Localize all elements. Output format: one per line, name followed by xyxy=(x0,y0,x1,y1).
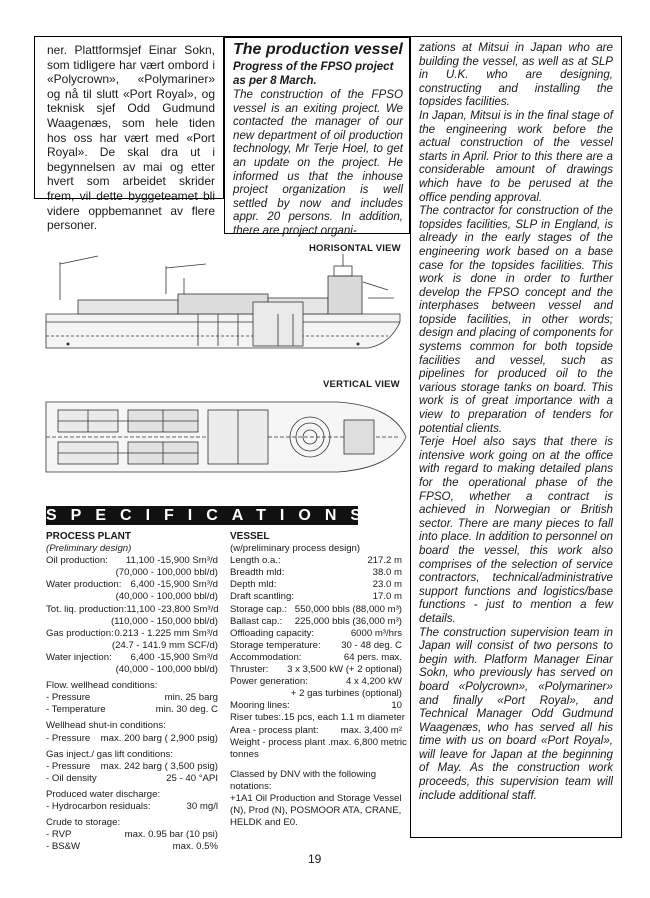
spec-row xyxy=(46,761,218,773)
spec-value: 17.0 m xyxy=(372,591,402,603)
spec-label: Thruster: xyxy=(230,664,269,676)
spec-value: max. 0.5% xyxy=(172,841,218,853)
spec-label: Mooring lines: xyxy=(230,700,290,712)
specifications-banner: SPECIFICATIONS xyxy=(46,507,376,524)
spec-label: - RVP xyxy=(46,829,72,841)
spec-row xyxy=(46,628,218,640)
spec-value: 11,100 -15,900 Sm³/d xyxy=(125,555,218,567)
spec-row xyxy=(46,579,218,591)
spec-row xyxy=(46,801,218,813)
spec-value: 23.0 m xyxy=(372,579,402,591)
vessel-specs xyxy=(230,531,407,829)
article-col2 xyxy=(410,36,622,838)
spec-value: 225,000 bbls (36,000 m³) xyxy=(294,615,402,627)
spec-row xyxy=(46,829,218,841)
spec-row xyxy=(230,749,402,761)
spec-label: Water production: xyxy=(46,579,122,591)
spec-row xyxy=(230,604,402,616)
process-plant-note: (Preliminary design) xyxy=(46,543,132,555)
class-note: Classed by DNV with the following notations: xyxy=(230,768,377,792)
class-notation: +1A1 Oil Production and Storage Vessel (N), Prod (N), POSMOOR ATA, CRANE, HELDK and E0. xyxy=(230,792,402,829)
spec-row xyxy=(46,604,218,616)
process-plant-heading: PROCESS PLANT xyxy=(46,531,132,542)
spec-value: 30 - 48 deg. C xyxy=(341,639,402,651)
spec-row xyxy=(230,736,407,749)
spec-row xyxy=(46,773,218,785)
spec-value: 38.0 m xyxy=(372,567,402,579)
spec-value: max. 242 barg ( 3,500 psig) xyxy=(100,760,218,772)
spec-label: Storage temperature: xyxy=(230,639,321,651)
spec-label: Offloading capacity: xyxy=(230,627,315,639)
spec-label: Riser tubes:.15 pcs, each 1.1 m diameter xyxy=(230,712,405,724)
spec-group-title: Wellhead shut-in conditions: xyxy=(46,720,166,732)
spec-label: Ballast cap.: xyxy=(230,615,283,627)
article-subtitle: Progress of the FPSO project as per 8 March. xyxy=(233,61,394,87)
spec-row xyxy=(230,579,402,591)
ship-side-view-drawing xyxy=(38,252,408,364)
spec-group-title: Gas inject./ gas lift conditions: xyxy=(46,748,173,760)
spec-value: min. 30 deg. C xyxy=(155,704,218,716)
spec-row xyxy=(46,567,218,579)
norwegian-paragraph: ner. Plattformsjef Einar Sokn, som tidligere har vært ombord i «Polycrown», «Polymariner» og nå til slutt «Port Royal», og teknisk sjef Odd Gudmund Waagenæs, som hele tiden hos oss har vært med «Port Royal». De skal dra ut i begynnelsen av mai og etter hvert som arbeidet skrider frem, vil dette byggeteamet bli videre oppbemannet av flere personer. xyxy=(47,43,215,233)
process-plant-specs xyxy=(46,531,218,853)
article-title: The production vessel xyxy=(233,41,403,58)
spec-label: Accommodation: xyxy=(230,651,302,663)
page-number: 19 xyxy=(308,852,322,866)
spec-group-title: Crude to storage: xyxy=(46,817,121,829)
spec-label: - Pressure xyxy=(46,692,91,704)
spec-label: - Pressure xyxy=(46,732,91,744)
spec-label: Area - process plant: xyxy=(230,724,319,736)
spec-label: Power generation: xyxy=(230,676,308,688)
spec-label: - Pressure xyxy=(46,760,91,772)
vertical-view-label: VERTICAL VIEW xyxy=(323,379,400,390)
spec-row xyxy=(230,688,402,700)
spec-row xyxy=(230,700,402,712)
spec-value: 0.213 - 1.225 mm Sm³/d xyxy=(114,627,218,639)
horizontal-view-label: HORISONTAL VIEW xyxy=(309,243,401,254)
article-paragraph: zations at Mitsui in Japan who are building the vessel, as well as at SLP in U.K. who are designing, constructing and installing the topsides facilities. xyxy=(419,41,613,109)
spec-label: tonnes xyxy=(230,748,259,760)
spec-value: 25 - 40 °API xyxy=(166,772,218,784)
spec-value: min. 25 barg xyxy=(164,692,218,704)
spec-value: (24.7 - 141.9 mm SCF/d) xyxy=(111,639,218,651)
spec-label: Gas production: xyxy=(46,627,114,639)
article-paragraph: The contractor for construction of the topsides facilities, SLP in England, is already in the early stages of the engineering work based on a base case for the topsides facilities. This work is done in order to further develop the FPSO concept and the interphases between vessel and topside facilities, in other words; design and placing of components for systems common for both topside facilities and vessel, such as pipelines for produced oil to the various storage tanks on board. This work is of great importance with a view to preparation of tenders for potential clients. xyxy=(419,204,613,435)
vessel-heading: VESSEL xyxy=(230,531,270,542)
spec-row xyxy=(230,664,402,676)
spec-row xyxy=(46,841,218,853)
spec-value: 4 x 4,200 kW xyxy=(346,676,402,688)
spec-value: max. 3,400 m² xyxy=(340,724,402,736)
spec-label: - BS&W xyxy=(46,841,81,853)
spec-row xyxy=(230,640,402,652)
spec-row xyxy=(46,664,218,676)
spec-label: Water injection: xyxy=(46,651,112,663)
spec-row xyxy=(46,616,218,628)
vessel-note: (w/preliminary process design) xyxy=(230,543,361,555)
norwegian-text-box xyxy=(34,36,224,233)
spec-label: Breadth mld: xyxy=(230,567,285,579)
spec-value: (40,000 - 100,000 bbl/d) xyxy=(115,664,218,676)
spec-value: (40,000 - 100,000 bbl/d) xyxy=(115,591,218,603)
spec-value: (110,000 - 150,000 bbl/d) xyxy=(110,615,218,627)
spec-value: 6,400 -15,900 Sm³/d xyxy=(130,579,218,591)
spec-label: Draft scantling: xyxy=(230,591,294,603)
spec-row xyxy=(46,640,218,652)
spec-value: 6,400 -15,900 Sm³/d xyxy=(130,651,218,663)
spec-value: max. 200 barg ( 2,900 psig) xyxy=(100,732,218,744)
spec-value: 217.2 m xyxy=(367,555,402,567)
spec-label: - Hydrocarbon residuals: xyxy=(46,800,151,812)
spec-value: + 2 gas turbines (optional) xyxy=(290,688,402,700)
spec-value: 30 mg/l xyxy=(186,800,218,812)
spec-group-title: Flow. wellhead conditions: xyxy=(46,680,158,692)
spec-row xyxy=(46,692,218,704)
spec-row xyxy=(230,652,402,664)
spec-label: Oil production: xyxy=(46,555,108,567)
spec-label: - Oil density xyxy=(46,772,97,784)
spec-value: max. 0.95 bar (10 psi) xyxy=(124,829,218,841)
spec-row xyxy=(46,704,218,716)
spec-row xyxy=(230,725,402,737)
spec-label: Weight - process plant .max. 6,800 metric xyxy=(230,736,407,748)
spec-label: Length o.a.: xyxy=(230,555,281,567)
spec-row xyxy=(230,591,402,603)
spec-value: (70,000 - 100,000 bbl/d) xyxy=(115,567,218,579)
spec-row xyxy=(46,555,218,567)
spec-row xyxy=(230,676,402,688)
article-intro-box xyxy=(224,36,410,237)
spec-value: 64 pers. max. xyxy=(343,651,402,663)
spec-row xyxy=(46,652,218,664)
spec-value: 3 x 3,500 kW (+ 2 optional) xyxy=(287,664,402,676)
spec-row xyxy=(46,591,218,603)
spec-row xyxy=(230,567,402,579)
spec-value: 10 xyxy=(391,700,402,712)
article-paragraph: In Japan, Mitsui is in the final stage of the engineering work before the actual construction of the vessel starts in April. Prior to this there are a considerable amount of drawings which have to be perused at the office pending approval. xyxy=(419,108,613,204)
spec-label: Tot. liq. production: xyxy=(46,603,127,615)
spec-value: 11,100 -23,800 Sm³/d xyxy=(126,603,219,615)
spec-value: 6000 m³/hrs xyxy=(350,627,402,639)
article-paragraph: The construction supervision team in Japan will consist of two persons to begin with. Platform Manager Einar Sokn, who previously has served on board «Polycrown», «Polymariner» and finally «Port Royal», and Technical Manager Odd Gudmund Waagenæs, who has served all his time with us on board «Port Royal», will leave for Japan at the beginning of May. As the construction work proceeds, this supervision team will include additional staff. xyxy=(419,625,613,802)
spec-row xyxy=(230,616,402,628)
spec-row xyxy=(46,733,218,745)
spec-label: Storage cap.: xyxy=(230,603,288,615)
spec-value: 550,000 bbls (88,000 m³) xyxy=(294,603,402,615)
spec-label: - Temperature xyxy=(46,704,106,716)
spec-group-title: Produced water discharge: xyxy=(46,788,161,800)
article-paragraph: Terje Hoel also says that there is intensive work going on at the office with regard to making detailed plans for the operational phase of the FPSO, whether a contract is achieved in Norwegian or British sector. There are many pieces to fall into place. In addition to personnel on board the vessel, this work also comprises of the selection of service contractors, technical/administrative support functions and logistics/base functions - just to mention a few details. xyxy=(419,435,613,625)
article-col1-text: The construction of the FPSO vessel is an exiting project. We contacted the manager of our new department of oil production technology, Mr Terje Hoel, to get an update on the project. He informed us that the inhouse project organization is well settled by now and includes appr. 20 persons. In addition, there are project organi- xyxy=(233,88,403,237)
ship-plan-view-drawing xyxy=(38,392,408,482)
spec-row xyxy=(230,712,405,724)
spec-row xyxy=(230,628,402,640)
spec-label: Depth mld: xyxy=(230,579,277,591)
spec-row xyxy=(230,555,402,567)
